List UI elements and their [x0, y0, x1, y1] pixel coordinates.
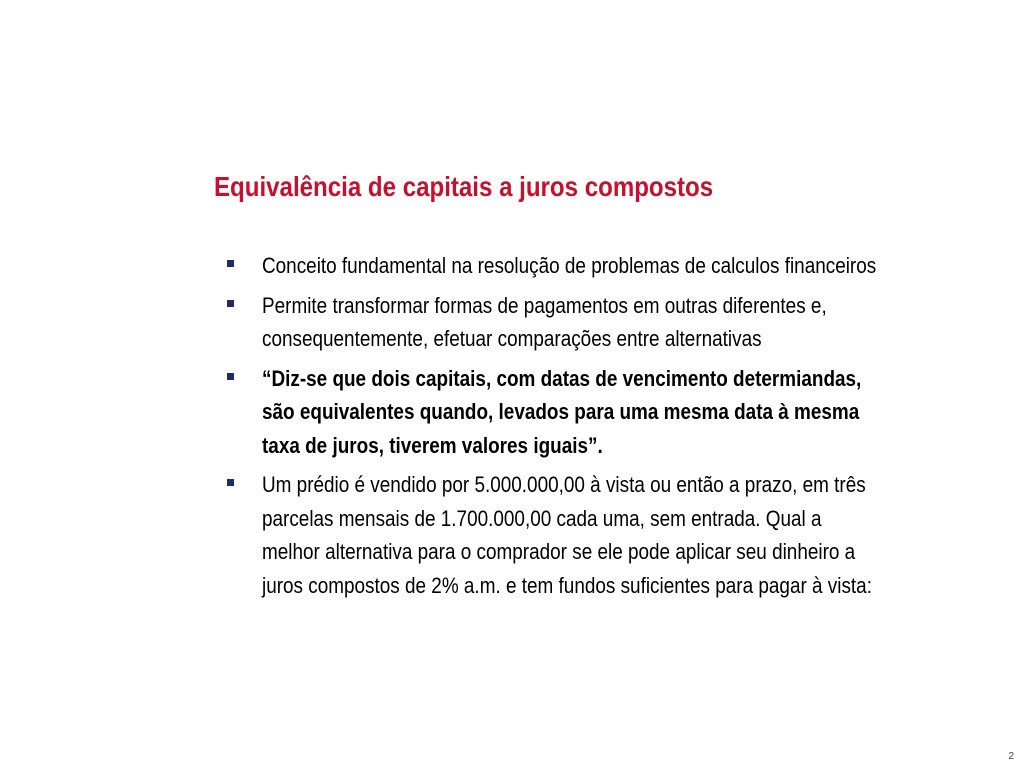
- bullet-text: “Diz-se que dois capitais, com datas de vencimento determiandas, são equivalentes quando, levados para uma mesma data à mesma taxa de juros, tiverem valores iguais”.: [262, 365, 862, 458]
- bullet-item-definition: [224, 362, 984, 463]
- bullet-text: Conceito fundamental na resolução de problemas de calculos financeiros: [262, 253, 877, 278]
- bullet-text: Permite transformar formas de pagamentos em outras diferentes e, consequentemente, efetuar comparações entre alternativas: [262, 292, 827, 351]
- slide-number: 2: [1008, 751, 1014, 762]
- square-bullet-icon: [227, 373, 234, 380]
- slide-title: Equivalência de capitais a juros compostos: [214, 171, 714, 202]
- bullet-item: [224, 468, 984, 602]
- bullet-item: [224, 249, 984, 283]
- square-bullet-icon: [227, 479, 234, 486]
- bullet-text: Um prédio é vendido por 5.000.000,00 à vista ou então a prazo, em três parcelas mensais de 1.700.000,00 cada uma, sem entrada. Qual a melhor alternativa para o comprador se ele pode aplicar seu dinheiro a juros compostos de 2% a.m. e tem fundos suficientes para pagar à vista:: [262, 472, 872, 598]
- square-bullet-icon: [227, 300, 234, 307]
- bullet-item: [224, 289, 984, 356]
- bullet-list: [224, 249, 984, 608]
- square-bullet-icon: [227, 260, 234, 267]
